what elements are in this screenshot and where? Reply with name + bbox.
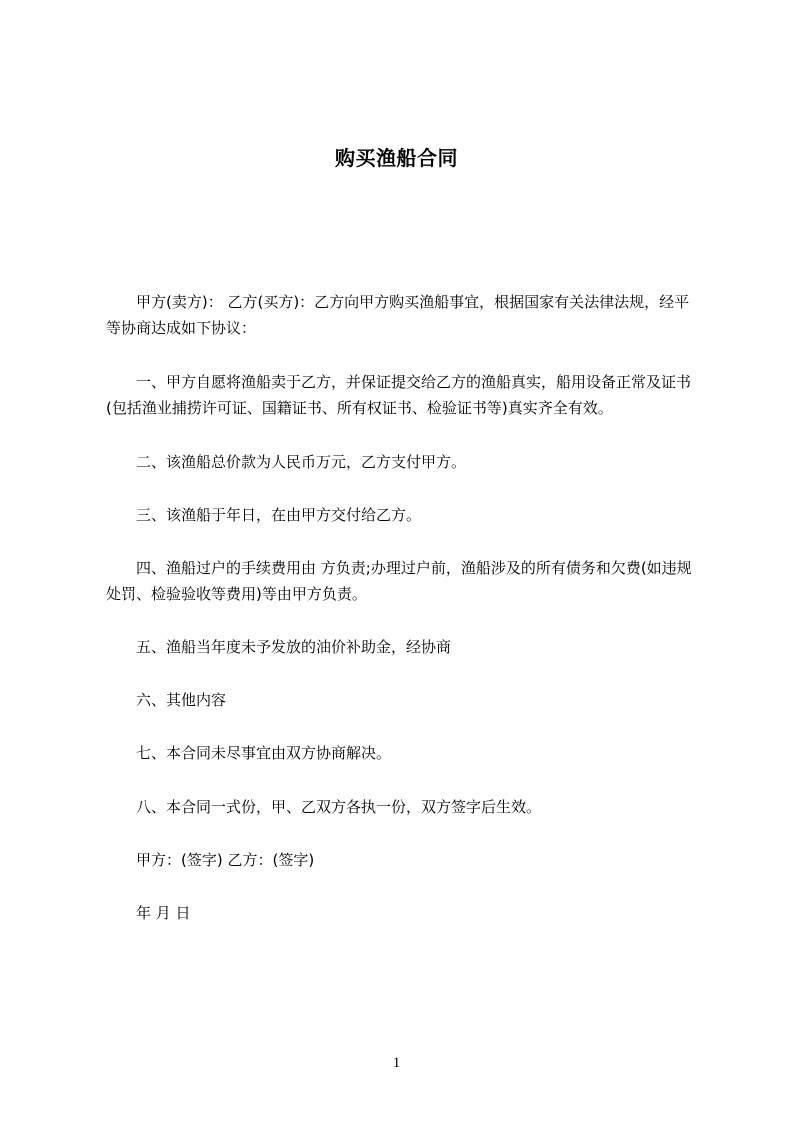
signature-line: 甲方：(签字) 乙方：(签字) bbox=[136, 851, 315, 869]
clause-5-paragraph: 五、渔船当年度未予发放的油价补助金，经协商 bbox=[136, 638, 452, 656]
clause-8-paragraph: 八、本合同一式份，甲、乙双方各执一份，双方签字后生效。 bbox=[136, 798, 542, 816]
page-number: 1 bbox=[392, 1055, 401, 1071]
document-title: 购买渔船合同 bbox=[335, 146, 458, 170]
date-line: 年 月 日 bbox=[136, 904, 191, 922]
preamble-paragraph: 甲方(卖方)： 乙方(买方)：乙方向甲方购买渔船事宜，根据国家有关法律法规，经平等协商达成如下协议： bbox=[106, 293, 690, 337]
clause-1-paragraph: 一、甲方自愿将渔船卖于乙方，并保证提交给乙方的渔船真实，船用设备正常及证书(包括渔业捕捞许可证、国籍证书、所有权证书、检验证书等)真实齐全有效。 bbox=[106, 373, 692, 417]
clause-3-paragraph: 三、该渔船于年日，在由甲方交付给乙方。 bbox=[136, 506, 422, 524]
clause-4-paragraph: 四、渔船过户的手续费用由 方负责;办理过户前，渔船涉及的所有债务和欠费(如违规处罚、检验验收等费用)等由甲方负责。 bbox=[106, 559, 692, 603]
clause-7-paragraph: 七、本合同未尽事宜由双方协商解决。 bbox=[136, 744, 392, 762]
clause-6-paragraph: 六、其他内容 bbox=[136, 691, 227, 709]
clause-2-paragraph: 二、该渔船总价款为人民币万元，乙方支付甲方。 bbox=[136, 453, 467, 471]
